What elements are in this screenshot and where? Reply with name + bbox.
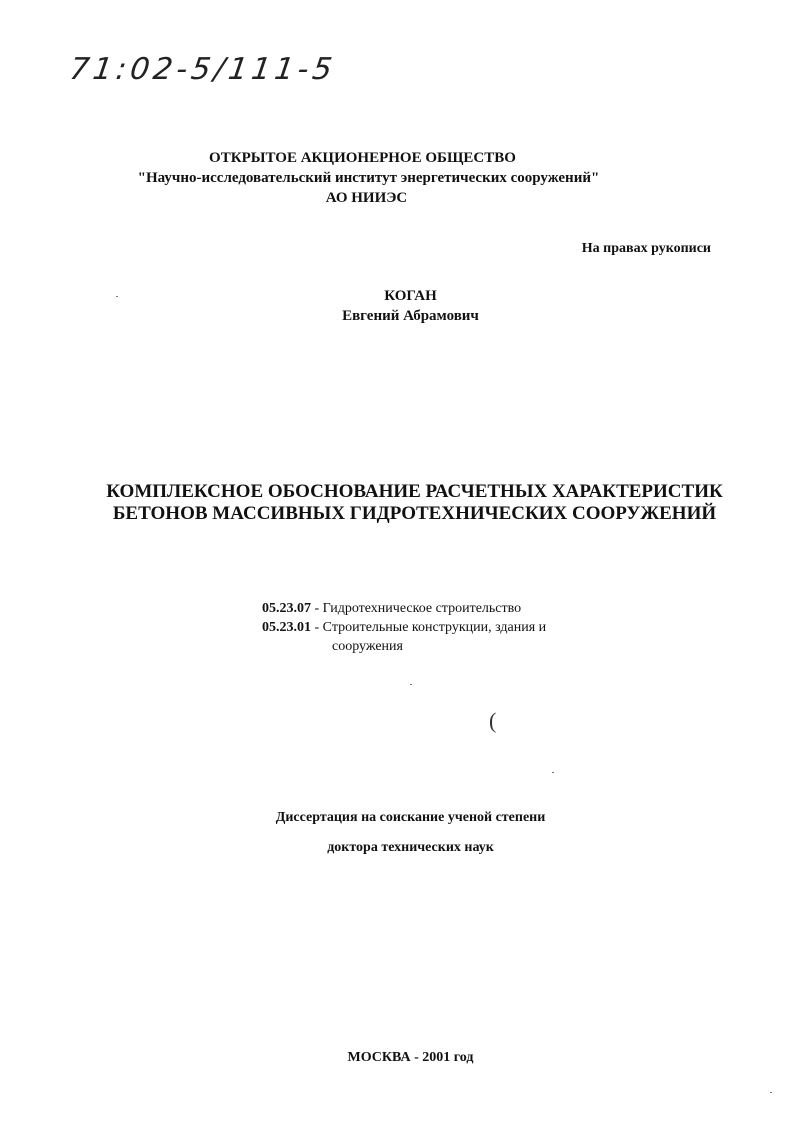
title-line-1: КОМПЛЕКСНОЕ ОБОСНОВАНИЕ РАСЧЕТНЫХ ХАРАКТЕРИСТИК [106, 481, 723, 502]
dissertation-title [0, 481, 793, 525]
organization-block [0, 148, 793, 208]
author-surname: КОГАН [384, 288, 437, 304]
degree-line-1: Диссертация на соискание ученой степени [275, 810, 546, 825]
city-year-text: МОСКВА - 2001 год [347, 1050, 474, 1065]
specialty-code: 05.23.07 [262, 601, 311, 616]
specialty-text-continuation: сооружения [332, 639, 403, 654]
specialty-text: - Строительные конструкции, здания и [311, 620, 547, 635]
specialties-list [262, 599, 546, 656]
city-year [0, 1050, 793, 1066]
scan-speck [770, 1092, 772, 1093]
organization-type: ОТКРЫТОЕ АКЦИОНЕРНОЕ ОБЩЕСТВО [209, 150, 516, 166]
scan-speck [410, 684, 412, 685]
degree-block [0, 810, 793, 856]
title-line-2: БЕТОНОВ МАССИВНЫХ ГИДРОТЕХНИЧЕСКИХ СООРУЖЕНИЙ [112, 503, 717, 524]
degree-line-2: доктора технических наук [327, 840, 494, 855]
specialty-code: 05.23.01 [262, 620, 311, 635]
stray-mark: ( [489, 708, 497, 733]
organization-abbreviation: АО НИИЭС [325, 190, 408, 206]
scan-speck [552, 772, 554, 773]
specialty-text: - Гидротехническое строительство [311, 601, 522, 616]
author-block [0, 286, 793, 326]
catalog-number-handwritten: 71:02-5/111-5 [67, 52, 339, 87]
rights-note: На правах рукописи [581, 241, 711, 256]
scan-speck [116, 296, 118, 297]
specialty-item [262, 599, 546, 618]
organization-name: "Научно-исследовательский институт энергетических сооружений" [137, 170, 600, 186]
author-name: Евгений Абрамович [342, 308, 479, 324]
specialty-item [262, 618, 546, 637]
